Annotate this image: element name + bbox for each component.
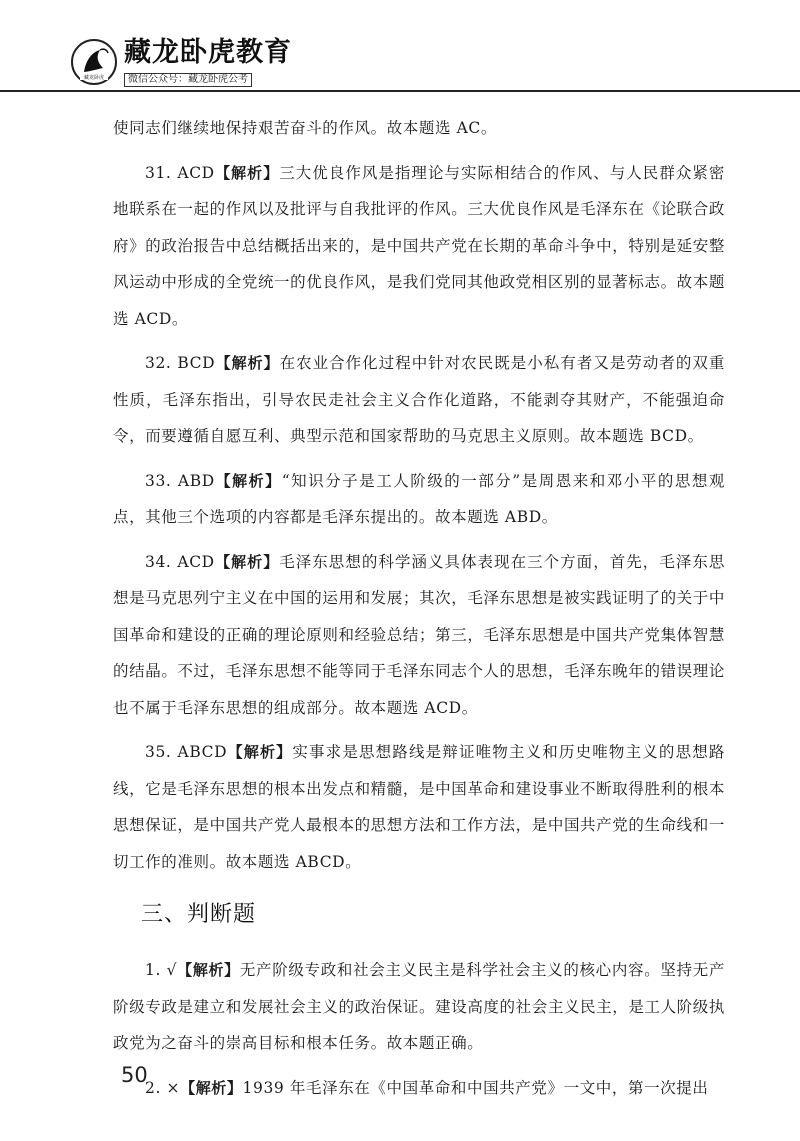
paragraph-text: “知识分子是工人阶级的一部分”是周恩来和邓小平的思想观点，其他三个选项的内容都是毛泽东提出的。故本题选 ABD。	[113, 471, 725, 526]
paragraph-text: 无产阶级专政和社会主义民主是科学社会主义的核心内容。坚持无产阶级专政是建立和发展社会主义的政治保证。建设高度的社会主义民主，是工人阶级执政党为之奋斗的崇高目标和根本任务。故本题正确。	[113, 961, 725, 1052]
paragraph-text: 实事求是思想路线是辩证唯物主义和历史唯物主义的思想路线，它是毛泽东思想的根本出发点和精髓，是中国革命和建设事业不断取得胜利的根本思想保证，是中国共产党人最根本的思想方法和工作方法，是中国共产党的生命线和一切工作的准则。故本题选 ABCD。	[113, 743, 725, 871]
answer-key: BCD	[177, 354, 216, 372]
answer-paragraph	[113, 345, 725, 455]
answer-key: ACD	[177, 163, 215, 182]
question-number: 34.	[145, 552, 178, 571]
question-number: 35.	[145, 743, 178, 761]
page-content	[113, 110, 725, 1114]
answer-paragraph	[113, 110, 725, 147]
paragraph-text: 1939 年毛泽东在《中国革命和中国共产党》一文中，第一次提出	[242, 1078, 709, 1097]
analysis-tag: 【解析】	[214, 163, 280, 182]
brand-subtitle: 微信公众号：藏龙卧虎公考	[124, 73, 252, 87]
answer-key: ABD	[177, 471, 215, 490]
answer-paragraph	[113, 734, 725, 880]
paragraph-text: 三大优良作风是指理论与实际相结合的作风、与人民群众紧密地联系在一起的作风以及批评与自我批评的作风。三大优良作风是毛泽东在《论联合政府》的政治报告中总结概括出来的，是中国共产党在长期的革命斗争中，特别是延安整风运动中形成的全党统一的优良作风，是我们党同其他政党相区别的显著标志。故本题选 ACD。	[113, 163, 725, 328]
question-number: 2.	[145, 1078, 167, 1097]
paragraph-text: 使同志们继续地保持艰苦奋斗的作风。故本题选 AC。	[113, 119, 497, 137]
page-header	[0, 0, 800, 92]
answer-paragraph	[113, 463, 725, 536]
analysis-tag: 【解析】	[215, 354, 280, 372]
analysis-tag: 【解析】	[180, 1078, 243, 1097]
question-number: 33.	[145, 471, 178, 490]
analysis-tag: 【解析】	[214, 552, 280, 571]
judgement-paragraph	[113, 952, 725, 1062]
analysis-tag: 【解析】	[227, 743, 293, 761]
answer-paragraph	[113, 544, 725, 727]
brand-title: 藏龙卧虎教育	[124, 37, 292, 68]
page-number: 50	[121, 1063, 148, 1087]
analysis-tag: 【解析】	[214, 471, 282, 490]
paragraph-text: 毛泽东思想的科学涵义具体表现在三个方面，首先，毛泽东思想是马克思列宁主义在中国的运用和发展；其次，毛泽东思想是被实践证明了的关于中国革命和建设的正确的理论原则和经验总结；第三，毛泽东思想是中国共产党集体智慧的结晶。不过，毛泽东思想不能等同于毛泽东同志个人的思想，毛泽东晚年的错误理论也不属于毛泽东思想的组成部分。故本题选 ACD。	[113, 552, 725, 717]
paragraph-text: 在农业合作化过程中针对农民既是小私有者又是劳动者的双重性质，毛泽东指出，引导农民走社会主义合作化道路，不能剥夺其财产，不能强迫命令，而要遵循自愿互利、典型示范和国家帮助的马克思主义原则。故本题选 BCD。	[113, 354, 726, 445]
answer-key: ABCD	[177, 743, 228, 761]
question-number: 31.	[145, 163, 178, 182]
analysis-tag: 【解析】	[177, 961, 240, 979]
header-divider	[0, 90, 800, 92]
answer-key: ×	[166, 1078, 181, 1097]
answer-key: ACD	[177, 552, 215, 571]
question-number: 32.	[145, 354, 178, 372]
answer-key: √	[166, 961, 178, 979]
logo-text: 藏龙卧虎	[83, 75, 105, 81]
tiger-logo-icon	[70, 38, 118, 86]
answer-paragraph	[113, 155, 725, 338]
section-heading: 三、判断题	[141, 902, 257, 927]
question-number: 1.	[145, 961, 167, 979]
judgement-paragraph	[113, 1070, 725, 1107]
